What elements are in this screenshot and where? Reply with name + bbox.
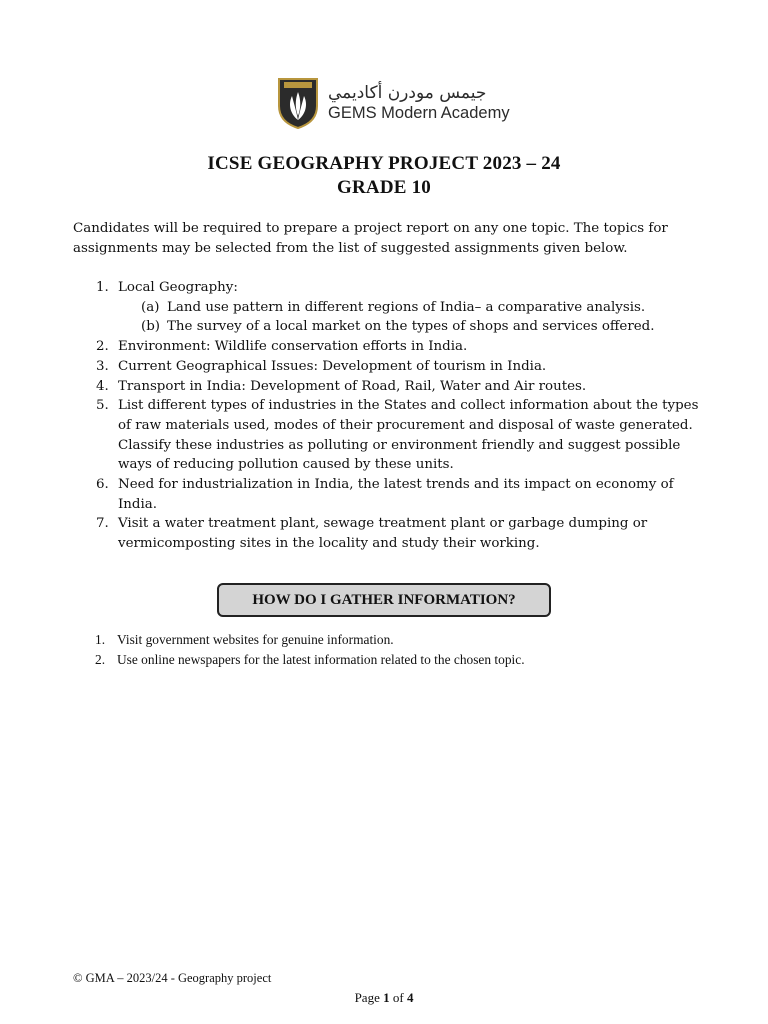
sub-list-item bbox=[118, 298, 713, 318]
list-number: 7. bbox=[96, 516, 109, 532]
list-item bbox=[73, 377, 713, 397]
section-heading-banner: HOW DO I GATHER INFORMATION? bbox=[217, 583, 551, 617]
list-item bbox=[73, 396, 713, 475]
footer-copyright: © GMA – 2023/24 - Geography project bbox=[73, 971, 272, 985]
list-number: 2. bbox=[96, 339, 109, 355]
document-title: ICSE GEOGRAPHY PROJECT 2023 – 24 bbox=[207, 153, 561, 174]
intro-paragraph: Candidates will be required to prepare a project report on any one topic. The topics for assignments may be selected from the list of suggested assignments given below. bbox=[73, 221, 668, 256]
topic-list bbox=[73, 278, 713, 554]
page-total: 4 bbox=[406, 990, 414, 1005]
logo-english-name: GEMS Modern Academy bbox=[328, 103, 510, 122]
list-text: Environment: Wildlife conservation efforts in India. bbox=[118, 339, 468, 355]
gather-list bbox=[73, 630, 713, 670]
list-number: 3. bbox=[96, 358, 109, 374]
sub-list-text: Land use pattern in different regions of India– a comparative analysis. bbox=[167, 299, 646, 315]
list-item bbox=[73, 650, 713, 670]
list-number: 5. bbox=[96, 398, 109, 414]
list-number: 4. bbox=[96, 378, 109, 394]
list-item bbox=[73, 278, 713, 337]
list-number: 1. bbox=[95, 632, 106, 647]
list-item bbox=[73, 630, 713, 650]
list-text: List different types of industries in the States and collect information about the types of raw materials used, modes of their procurement and disposal of waste generated. Classify these industries as polluting or environment friendly and suggest possible ways of reducing pollution caused by these units. bbox=[118, 398, 699, 473]
list-item bbox=[73, 514, 713, 553]
document-subtitle: GRADE 10 bbox=[337, 177, 431, 198]
list-text: Need for industrialization in India, the latest trends and its impact on economy of India. bbox=[118, 477, 674, 512]
list-item bbox=[73, 357, 713, 377]
list-text: Local Geography: bbox=[118, 280, 238, 295]
page-current: 1 bbox=[383, 990, 390, 1005]
list-text: Transport in India: Development of Road, Rail, Water and Air routes. bbox=[118, 378, 587, 394]
list-number: 6. bbox=[96, 477, 109, 493]
sub-list-item bbox=[118, 317, 713, 337]
shield-crest-icon bbox=[276, 76, 320, 130]
school-logo bbox=[276, 76, 510, 130]
logo-arabic-name: جيمس مودرن أكاديمي bbox=[328, 82, 487, 103]
list-number: 2. bbox=[95, 652, 106, 667]
page-number bbox=[0, 990, 768, 1006]
page-of: of bbox=[392, 990, 404, 1005]
sub-list-text: The survey of a local market on the types of shops and services offered. bbox=[167, 319, 655, 335]
list-item bbox=[73, 475, 713, 514]
list-text: Use online newspapers for the latest information related to the chosen topic. bbox=[117, 652, 525, 667]
sub-topic-list bbox=[118, 298, 713, 337]
list-text: Visit government websites for genuine information. bbox=[117, 632, 394, 647]
page-word: Page bbox=[354, 990, 380, 1005]
list-item bbox=[73, 337, 713, 357]
list-number: 1. bbox=[96, 280, 109, 295]
sub-list-number: (a) bbox=[141, 299, 160, 315]
sub-list-number: (b) bbox=[141, 319, 161, 335]
list-text: Visit a water treatment plant, sewage treatment plant or garbage dumping or vermicomposting sites in the locality and study their working. bbox=[118, 516, 648, 552]
list-text: Current Geographical Issues: Development of tourism in India. bbox=[118, 358, 547, 374]
